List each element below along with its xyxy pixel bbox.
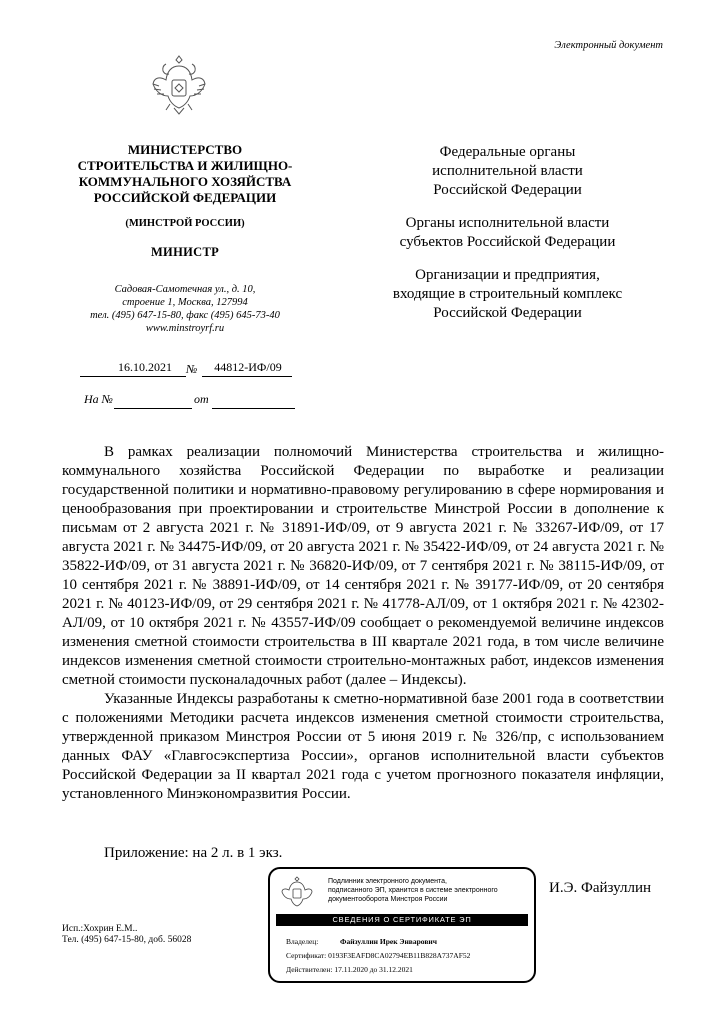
performer-info [62,924,191,946]
addressees-block [345,143,670,337]
stamp-header-line: Подлинник электронного документа, [328,878,447,885]
certificate-owner-row [286,937,437,946]
registration-number-label: № [186,362,198,376]
owner-label: Владелец: [286,937,319,946]
addressee-line: субъектов Российской Федерации [399,234,616,250]
certificate-value: 0193F3EAFD8CA02794EB11B828A737AF52 [328,951,471,960]
organization-name-line: СТРОИТЕЛЬСТВА И ЖИЛИЩНО- [77,158,293,173]
address-line: www.minstroyrf.ru [145,323,225,334]
organization-name-line: МИНИСТЕРСТВО [127,142,243,157]
signer-name: И.Э. Файзуллин [549,880,651,896]
addressee [345,266,670,323]
addressee-line: Органы исполнительной власти [405,215,610,231]
addressee-line: исполнительной власти [432,163,583,179]
addressee [345,214,670,252]
addressee-line: входящие в строительный комплекс [392,286,623,302]
reply-reference-line [80,392,295,410]
address-line: тел. (495) 647-15-80, факс (495) 645-73-40 [90,310,280,321]
certificate-label: Сертификат: [286,951,327,960]
certificate-validity-row [286,965,413,974]
organization-short-name: (МИНСТРОЙ РОССИИ) [125,218,245,229]
organization-name [60,142,310,206]
addressee-line: Федеральные органы [439,144,576,160]
registration-number: 44812-ИФ/09 [214,360,282,374]
certificate-info-title: СВЕДЕНИЯ О СЕРТИФИКАТЕ ЭП [276,914,528,926]
organization-name-line: КОММУНАЛЬНОГО ХОЗЯЙСТВА [78,174,292,189]
stamp-header-line: подписанного ЭП, хранится в системе электронного [328,887,498,894]
addressee [345,143,670,200]
electronic-document-label: Электронный документ [554,40,663,51]
attachment-note: Приложение: на 2 л. в 1 экз. [104,845,283,861]
certificate-serial-row [286,951,470,960]
validity-label: Действителен: [286,965,333,974]
registration-line [80,360,290,378]
owner-value: Файзуллин Ирек Энварович [340,937,437,946]
address-line: строение 1, Москва, 127994 [122,297,248,308]
coat-of-arms-icon [280,875,314,909]
addressee-line: Организации и предприятия, [415,267,600,283]
validity-value: 17.11.2020 до 31.12.2021 [334,965,413,974]
electronic-signature-stamp [268,867,536,983]
performer-phone: Тел. (495) 647-15-80, доб. 56028 [62,935,192,945]
addressee-line: Российской Федерации [433,305,582,321]
reply-from-label: от [194,392,209,406]
organization-name-line: РОССИЙСКОЙ ФЕДЕРАЦИИ [93,190,277,205]
sender-position: МИНИСТР [150,245,220,259]
letter-body [62,443,664,804]
body-paragraph: Указанные Индексы разработаны к сметно-нормативной базе 2001 года в соответствии с положениями Методики расчета индексов изменения сметной стоимости строительства, утвержденной приказом Минстроя России от 5 июня 2019 г. № 326/пр, с использованием данных ФАУ «Главгосэкспертиза России», органов исполнительной власти субъектов Российской Федерации за II квартал 2021 года с учетом прогнозного показателя инфляции, установленного Минэкономразвития России. [62,691,664,802]
stamp-header-line: документооборота Минстроя России [328,896,448,903]
address-line: Садовая-Самотечная ул., д. 10, [114,284,256,295]
coat-of-arms-icon [150,52,208,118]
addressee-line: Российской Федерации [433,182,582,198]
sender-address [60,283,310,335]
reply-number-label: На № [84,392,113,406]
performer-name: Исп.:Хохрин Е.М.. [62,924,138,934]
stamp-header [328,877,532,904]
body-paragraph: В рамках реализации полномочий Министерства строительства и жилищно-коммунального хозяйства Российской Федерации по выработке и реализации государственной политики и нормативно-правовому регулированию в сфере нормирования и ценообразования при проектировании и строительстве Минстрой России в дополнение к письмам от 2 августа 2021 г. № 31891-ИФ/09, от 9 августа 2021 г. № 33267-ИФ/09, от 17 августа 2021 г. № 34475-ИФ/09, от 20 августа 2021 г. № 35422-ИФ/09, от 24 августа 2021 г. № 35822-ИФ/09, от 31 августа 2021 г. № 36820-ИФ/09, от 7 сентября 2021 г. № 38115-ИФ/09, от 10 сентября 2021 г. № 38891-ИФ/09, от 14 сентября 2021 г. № 39177-ИФ/09, от 20 сентября 2021 г. № 40123-ИФ/09, от 29 сентября 2021 г. № 41778-АЛ/09, от 1 октября 2021 г. № 42302-АЛ/09, от 10 октября 2021 г. № 43557-ИФ/09 сообщает о рекомендуемой величине индексов изменения сметной стоимости строительства в III квартале 2021 года, в том числе величине индексов изменения сметной стоимости строительно-монтажных работ, индексов изменения сметной стоимости пусконаладочных работ (далее – Индексы). [62,444,664,688]
registration-date: 16.10.2021 [118,360,172,374]
